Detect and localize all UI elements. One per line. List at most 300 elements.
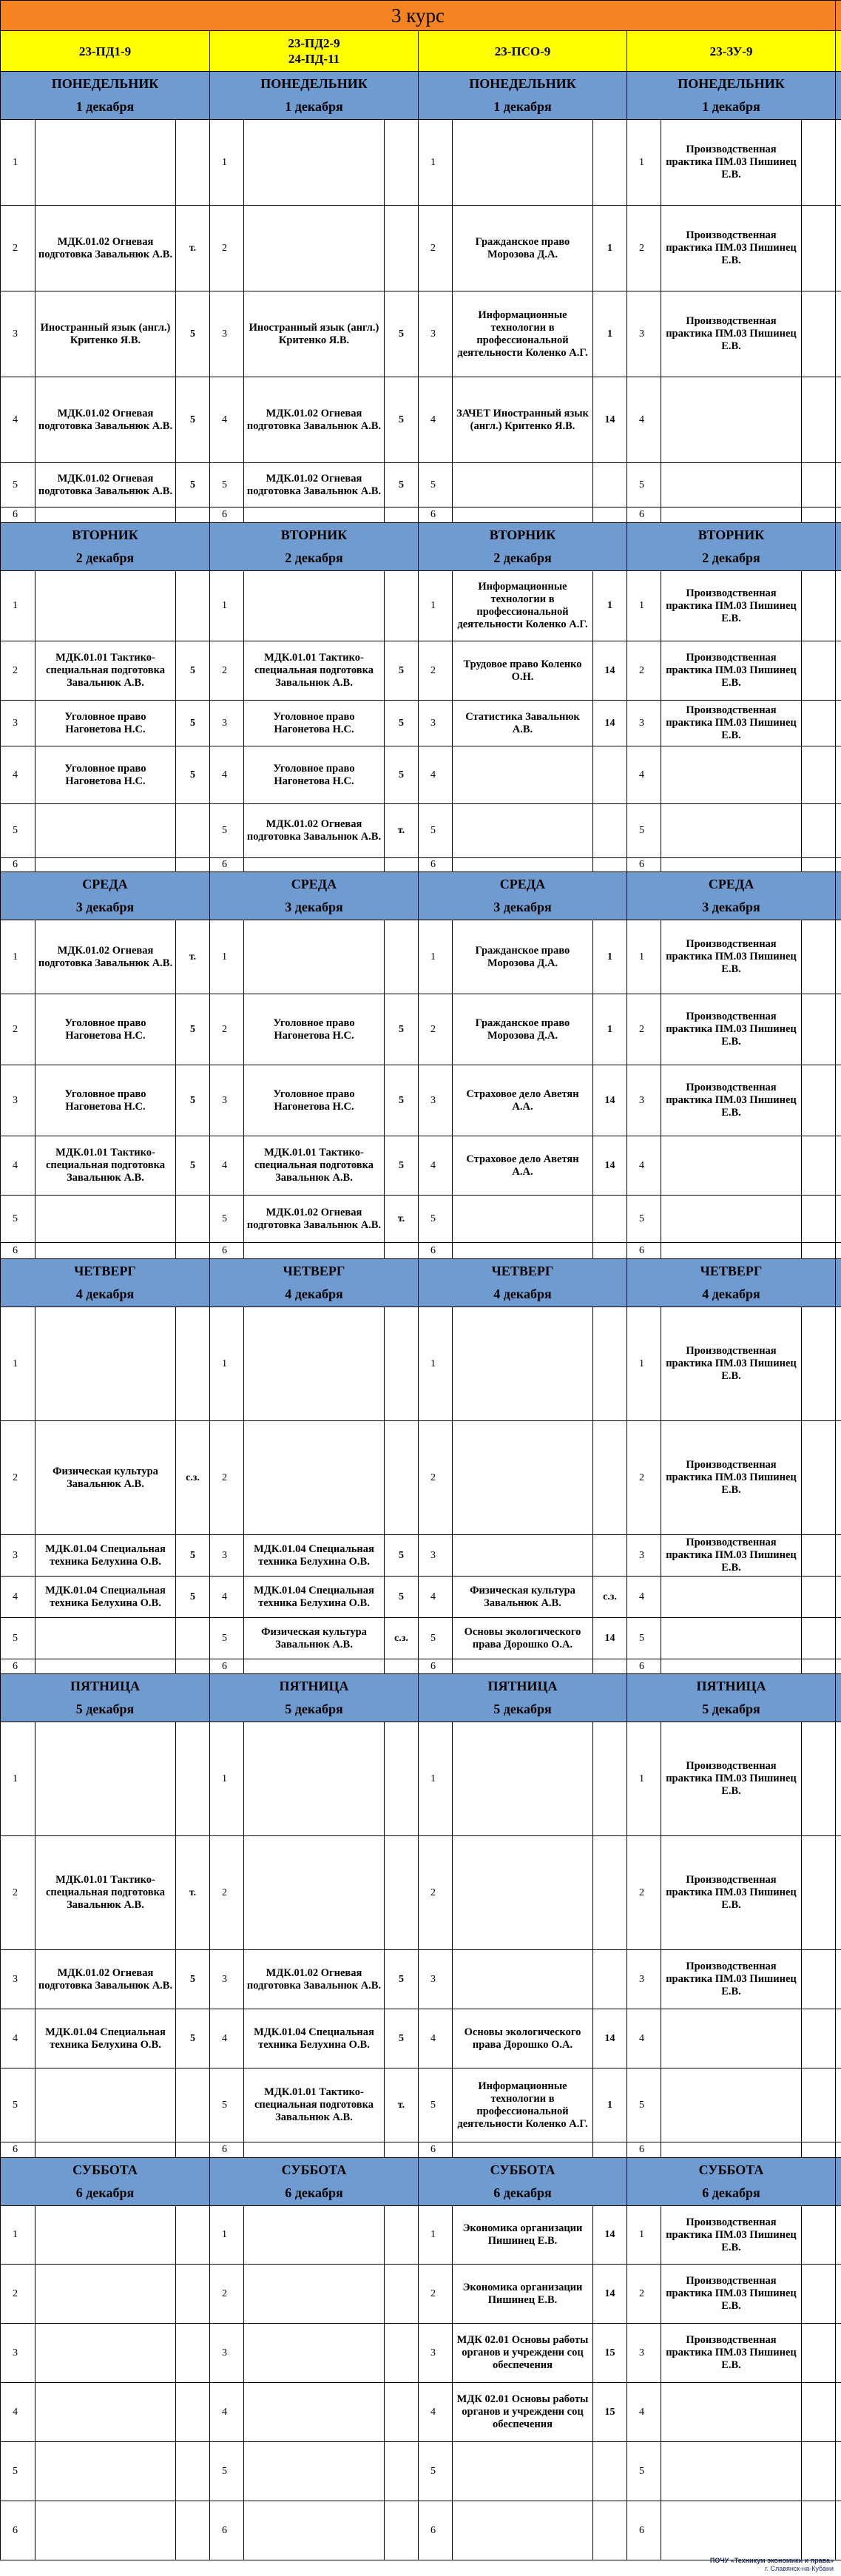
lesson-subject	[36, 858, 176, 872]
lesson-number: 4	[210, 2383, 244, 2442]
lesson-subject: МДК.01.01 Тактико-специальная подготовка Завальнюк А.В.	[244, 2068, 385, 2142]
lesson-number: 1	[627, 920, 661, 994]
row-pad	[836, 2501, 841, 2560]
day-date: 3 декабря	[285, 900, 343, 914]
lesson-number: 3	[1, 1950, 36, 2009]
lesson-number: 5	[210, 463, 244, 508]
lesson-room: 1	[593, 2068, 627, 2142]
lesson-room	[385, 2383, 419, 2442]
lesson-subject	[661, 2009, 802, 2068]
lesson-number: 3	[210, 1065, 244, 1136]
lesson-subject	[453, 804, 593, 858]
lesson-row	[1, 1307, 841, 1421]
lesson-room	[176, 1722, 210, 1836]
row-pad	[836, 2068, 841, 2142]
lesson-room	[385, 920, 419, 994]
lesson-number: 4	[210, 1577, 244, 1618]
lesson-row	[1, 2206, 841, 2265]
lesson-number: 3	[210, 2324, 244, 2383]
lesson-number: 4	[419, 1136, 453, 1196]
lesson-subject	[661, 2501, 802, 2560]
lesson-room	[176, 2206, 210, 2265]
lesson-subject: МДК.01.01 Тактико-специальная подготовка Завальнюк А.В.	[36, 1136, 176, 1196]
lesson-subject: Производственная практика ПМ.03 Пишинец Е.В.	[661, 2324, 802, 2383]
lesson-subject: МДК 02.01 Основы работы органов и учреждени соц обеспечения	[453, 2324, 593, 2383]
lesson-number: 2	[210, 994, 244, 1065]
day-date: 6 декабря	[285, 2185, 343, 2200]
lesson-subject	[453, 746, 593, 804]
lesson-subject: Производственная практика ПМ.03 Пишинец Е.В.	[661, 1307, 802, 1421]
lesson-room	[385, 508, 419, 523]
lesson-number: 4	[1, 2383, 36, 2442]
day-name: ПЯТНИЦА	[70, 1679, 140, 1693]
lesson-room: 14	[593, 1065, 627, 1136]
lesson-room: 5	[385, 994, 419, 1065]
lesson-row	[1, 2501, 841, 2560]
lesson-room	[176, 1196, 210, 1243]
row-pad	[836, 1243, 841, 1259]
lesson-subject	[661, 1659, 802, 1674]
lesson-row	[1, 1196, 841, 1243]
day-name: СРЕДА	[499, 877, 546, 891]
day-header	[210, 872, 419, 920]
lesson-number: 2	[1, 641, 36, 701]
lesson-subject: Производственная практика ПМ.03 Пишинец Е.В.	[661, 571, 802, 641]
lesson-number: 2	[627, 2265, 661, 2324]
lesson-room	[385, 206, 419, 291]
lesson-room	[385, 1243, 419, 1259]
lesson-subject: Уголовное право Нагонетова Н.С.	[244, 701, 385, 746]
lesson-room	[593, 2142, 627, 2158]
lesson-subject: Гражданское право Морозова Д.А.	[453, 920, 593, 994]
lesson-number: 5	[419, 1618, 453, 1659]
row-pad	[836, 508, 841, 523]
lesson-row	[1, 120, 841, 206]
lesson-subject	[453, 1950, 593, 2009]
lesson-subject	[453, 1307, 593, 1421]
row-pad	[836, 463, 841, 508]
row-pad	[836, 206, 841, 291]
lesson-room	[176, 508, 210, 523]
lesson-subject	[661, 2068, 802, 2142]
lesson-number: 3	[1, 2324, 36, 2383]
lesson-room	[802, 2442, 836, 2501]
row-pad	[836, 1950, 841, 2009]
day-header-pad	[836, 872, 841, 920]
lesson-room	[176, 2442, 210, 2501]
lesson-room	[385, 1421, 419, 1535]
row-pad	[836, 1659, 841, 1674]
lesson-row	[1, 2265, 841, 2324]
row-pad	[836, 1065, 841, 1136]
lesson-number: 5	[419, 2068, 453, 2142]
row-pad	[836, 804, 841, 858]
lesson-subject	[244, 2206, 385, 2265]
lesson-room	[593, 858, 627, 872]
lesson-number: 3	[627, 1950, 661, 2009]
lesson-room	[802, 1136, 836, 1196]
lesson-room: 1	[593, 206, 627, 291]
lesson-subject: Страховое дело Аветян А.А.	[453, 1065, 593, 1136]
lesson-subject	[244, 206, 385, 291]
lesson-number: 4	[419, 746, 453, 804]
lesson-subject: Производственная практика ПМ.03 Пишинец Е.В.	[661, 1722, 802, 1836]
lesson-room: 5	[385, 1065, 419, 1136]
lesson-room: 5	[176, 1950, 210, 2009]
lesson-room: с.з.	[176, 1421, 210, 1535]
lesson-number: 2	[419, 2265, 453, 2324]
group-header: 23-ЗУ-9	[627, 31, 836, 72]
lesson-number: 2	[419, 1421, 453, 1535]
lesson-room	[593, 746, 627, 804]
lesson-subject	[36, 1659, 176, 1674]
lesson-row	[1, 206, 841, 291]
lesson-subject: Физическая культура Завальнюк А.В.	[36, 1421, 176, 1535]
day-name: ПОНЕДЕЛЬНИК	[678, 76, 785, 91]
lesson-room	[593, 1307, 627, 1421]
lesson-subject	[661, 508, 802, 523]
lesson-room: 14	[593, 2009, 627, 2068]
lesson-room	[593, 1196, 627, 1243]
lesson-number: 2	[627, 994, 661, 1065]
lesson-room: 14	[593, 1136, 627, 1196]
day-date: 2 декабря	[75, 550, 135, 565]
lesson-row	[1, 641, 841, 701]
lesson-room: 5	[385, 377, 419, 463]
lesson-subject	[453, 508, 593, 523]
day-date: 1 декабря	[702, 99, 760, 114]
lesson-subject	[453, 1659, 593, 1674]
day-name: ЧЕТВЕРГ	[491, 1264, 554, 1278]
lesson-subject	[453, 858, 593, 872]
lesson-room	[802, 508, 836, 523]
lesson-subject	[36, 1243, 176, 1259]
lesson-room: т.	[176, 920, 210, 994]
lesson-number: 5	[627, 463, 661, 508]
lesson-subject	[36, 120, 176, 206]
lesson-number: 2	[1, 994, 36, 1065]
day-header-pad	[836, 1259, 841, 1307]
lesson-number: 5	[627, 2068, 661, 2142]
lesson-subject	[244, 2383, 385, 2442]
row-pad	[836, 2142, 841, 2158]
lesson-number: 3	[210, 701, 244, 746]
lesson-number: 5	[419, 1196, 453, 1243]
lesson-subject: Производственная практика ПМ.03 Пишинец Е.В.	[661, 1836, 802, 1950]
lesson-subject: Иностранный язык (англ.) Критенко Я.В.	[244, 291, 385, 377]
day-header	[419, 1259, 627, 1307]
lesson-row	[1, 1421, 841, 1535]
lesson-room: 14	[593, 701, 627, 746]
lesson-subject: МДК.01.02 Огневая подготовка Завальнюк А.В.	[244, 1196, 385, 1243]
lesson-subject: МДК.01.02 Огневая подготовка Завальнюк А.В.	[36, 1950, 176, 2009]
day-date: 3 декабря	[493, 900, 552, 914]
lesson-room	[802, 1618, 836, 1659]
lesson-subject	[244, 858, 385, 872]
lesson-room	[802, 804, 836, 858]
lesson-row	[1, 746, 841, 804]
lesson-subject	[244, 1307, 385, 1421]
lesson-subject	[36, 2324, 176, 2383]
lesson-number: 6	[1, 1659, 36, 1674]
lesson-subject	[661, 858, 802, 872]
lesson-room	[385, 2324, 419, 2383]
lesson-subject: Производственная практика ПМ.03 Пишинец Е.В.	[661, 206, 802, 291]
lesson-subject	[453, 1196, 593, 1243]
lesson-number: 5	[1, 1618, 36, 1659]
lesson-number: 3	[627, 2324, 661, 2383]
lesson-room: 5	[176, 463, 210, 508]
lesson-number: 6	[210, 1659, 244, 1674]
day-header	[210, 72, 419, 120]
lesson-subject: Экономика организации Пишинец Е.В.	[453, 2265, 593, 2324]
lesson-number: 1	[419, 1722, 453, 1836]
day-date: 5 декабря	[702, 1702, 760, 1716]
lesson-subject: Производственная практика ПМ.03 Пишинец Е.В.	[661, 1535, 802, 1577]
lesson-subject	[36, 1618, 176, 1659]
lesson-subject	[453, 463, 593, 508]
day-name: ПОНЕДЕЛЬНИК	[51, 76, 159, 91]
day-name: ПОНЕДЕЛЬНИК	[469, 76, 576, 91]
course-title: 3 курс	[1, 1, 836, 31]
lesson-subject	[36, 2068, 176, 2142]
lesson-row	[1, 2068, 841, 2142]
row-pad	[836, 2265, 841, 2324]
lesson-room	[802, 1722, 836, 1836]
lesson-room: 5	[385, 746, 419, 804]
lesson-room	[802, 1243, 836, 1259]
lesson-subject	[244, 2324, 385, 2383]
lesson-number: 2	[210, 206, 244, 291]
lesson-subject	[36, 1722, 176, 1836]
row-pad	[836, 1618, 841, 1659]
lesson-number: 5	[627, 2442, 661, 2501]
day-name: СРЕДА	[708, 877, 754, 891]
lesson-subject	[244, 1421, 385, 1535]
day-date: 1 декабря	[285, 99, 343, 114]
lesson-row	[1, 1950, 841, 2009]
lesson-subject	[453, 1421, 593, 1535]
day-header	[627, 1674, 836, 1722]
lesson-row	[1, 1065, 841, 1136]
lesson-room: с.з.	[385, 1618, 419, 1659]
lesson-room	[802, 994, 836, 1065]
lesson-room	[802, 571, 836, 641]
lesson-number: 2	[419, 1836, 453, 1950]
lesson-number: 6	[627, 1243, 661, 1259]
day-date: 3 декабря	[75, 900, 135, 914]
lesson-number: 3	[419, 1950, 453, 2009]
lesson-number: 2	[210, 1421, 244, 1535]
lesson-row	[1, 2383, 841, 2442]
lesson-row	[1, 2442, 841, 2501]
lesson-subject	[36, 2265, 176, 2324]
lesson-number: 5	[210, 2442, 244, 2501]
lesson-room	[176, 2265, 210, 2324]
day-date: 1 декабря	[493, 99, 552, 114]
lesson-subject: ЗАЧЕТ Иностранный язык (англ.) Критенко Я.В.	[453, 377, 593, 463]
day-date: 1 декабря	[75, 99, 135, 114]
lesson-subject	[244, 920, 385, 994]
day-header-pad	[836, 523, 841, 571]
lesson-subject: Статистика Завальнюк А.В.	[453, 701, 593, 746]
lesson-room	[802, 701, 836, 746]
lesson-number: 4	[627, 746, 661, 804]
lesson-subject	[36, 2442, 176, 2501]
lesson-number: 1	[210, 1307, 244, 1421]
lesson-room	[176, 2142, 210, 2158]
lesson-room	[802, 1659, 836, 1674]
lesson-room: т.	[176, 1836, 210, 1950]
lesson-number: 1	[627, 120, 661, 206]
lesson-subject	[244, 2501, 385, 2560]
lesson-subject	[244, 2142, 385, 2158]
lesson-number: 3	[627, 1065, 661, 1136]
day-header	[1, 872, 210, 920]
lesson-room	[802, 1307, 836, 1421]
lesson-subject: Уголовное право Нагонетова Н.С.	[244, 746, 385, 804]
lesson-row	[1, 508, 841, 523]
day-name: ПОНЕДЕЛЬНИК	[260, 76, 368, 91]
lesson-room	[176, 571, 210, 641]
lesson-subject: МДК.01.02 Огневая подготовка Завальнюк А.В.	[36, 920, 176, 994]
lesson-room	[802, 120, 836, 206]
day-name: ЧЕТВЕРГ	[74, 1264, 136, 1278]
lesson-room	[176, 2324, 210, 2383]
lesson-subject: Уголовное право Нагонетова Н.С.	[244, 994, 385, 1065]
lesson-subject: Производственная практика ПМ.03 Пишинец Е.В.	[661, 1950, 802, 2009]
lesson-subject	[453, 1836, 593, 1950]
lesson-subject: МДК.01.04 Специальная техника Белухина О.В.	[244, 1577, 385, 1618]
day-name: СУББОТА	[281, 2162, 347, 2177]
lesson-number: 6	[210, 2142, 244, 2158]
lesson-number: 5	[419, 463, 453, 508]
lesson-number: 4	[419, 1577, 453, 1618]
lesson-room	[593, 120, 627, 206]
lesson-room: т.	[385, 804, 419, 858]
lesson-subject	[36, 2501, 176, 2560]
lesson-subject	[244, 2265, 385, 2324]
row-pad	[836, 746, 841, 804]
lesson-subject: МДК.01.01 Тактико-специальная подготовка Завальнюк А.В.	[244, 1136, 385, 1196]
lesson-number: 4	[419, 377, 453, 463]
lesson-room	[802, 2265, 836, 2324]
day-header	[210, 1259, 419, 1307]
lesson-number: 2	[210, 641, 244, 701]
lesson-subject: Производственная практика ПМ.03 Пишинец Е.В.	[661, 701, 802, 746]
lesson-room	[385, 571, 419, 641]
lesson-room: 14	[593, 1618, 627, 1659]
lesson-number: 4	[627, 1577, 661, 1618]
day-header	[210, 523, 419, 571]
lesson-subject	[36, 508, 176, 523]
lesson-room	[802, 377, 836, 463]
lesson-subject: МДК.01.02 Огневая подготовка Завальнюк А.В.	[244, 804, 385, 858]
lesson-room: 5	[385, 1136, 419, 1196]
row-pad	[836, 120, 841, 206]
lesson-subject	[453, 1722, 593, 1836]
lesson-subject: МДК.01.02 Огневая подготовка Завальнюк А.В.	[36, 206, 176, 291]
lesson-subject: Гражданское право Морозова Д.А.	[453, 206, 593, 291]
lesson-number: 2	[627, 641, 661, 701]
course-title-pad	[836, 1, 841, 31]
lesson-subject	[661, 2383, 802, 2442]
lesson-subject	[244, 508, 385, 523]
lesson-number: 1	[419, 920, 453, 994]
lesson-number: 3	[419, 2324, 453, 2383]
lesson-row	[1, 1659, 841, 1674]
day-header-pad	[836, 1674, 841, 1722]
day-header	[1, 1259, 210, 1307]
lesson-number: 6	[419, 1659, 453, 1674]
lesson-room	[176, 1659, 210, 1674]
lesson-room: 5	[176, 1535, 210, 1577]
lesson-subject	[661, 2442, 802, 2501]
row-pad	[836, 920, 841, 994]
lesson-row	[1, 377, 841, 463]
day-header	[1, 523, 210, 571]
lesson-room	[176, 2068, 210, 2142]
day-header	[419, 1674, 627, 1722]
lesson-room: 5	[385, 2009, 419, 2068]
lesson-number: 5	[1, 804, 36, 858]
lesson-room: 15	[593, 2324, 627, 2383]
lesson-room	[385, 2265, 419, 2324]
lesson-subject: МДК.01.04 Специальная техника Белухина О.В.	[36, 1535, 176, 1577]
lesson-number: 2	[419, 994, 453, 1065]
lesson-number: 1	[419, 571, 453, 641]
lesson-number: 1	[627, 1722, 661, 1836]
lesson-room	[385, 1307, 419, 1421]
lesson-room	[176, 804, 210, 858]
day-date: 6 декабря	[75, 2185, 135, 2200]
lesson-room	[176, 2501, 210, 2560]
lesson-subject: Уголовное право Нагонетова Н.С.	[36, 701, 176, 746]
lesson-row	[1, 1618, 841, 1659]
lesson-room	[593, 804, 627, 858]
lesson-subject	[661, 1243, 802, 1259]
lesson-number: 2	[210, 1836, 244, 1950]
lesson-subject	[36, 1196, 176, 1243]
day-date: 5 декабря	[285, 1702, 343, 1716]
lesson-room	[593, 1421, 627, 1535]
lesson-number: 5	[627, 1618, 661, 1659]
day-name: ПЯТНИЦА	[696, 1679, 766, 1693]
lesson-number: 3	[419, 1065, 453, 1136]
lesson-subject	[661, 1577, 802, 1618]
lesson-number: 2	[419, 641, 453, 701]
lesson-number: 2	[419, 206, 453, 291]
lesson-subject: Информационные технологии в профессиональной деятельности Коленко А.Г.	[453, 2068, 593, 2142]
lesson-room	[802, 920, 836, 994]
day-header	[419, 72, 627, 120]
row-pad	[836, 1535, 841, 1577]
lesson-room	[593, 463, 627, 508]
lesson-room	[802, 2324, 836, 2383]
day-name: СРЕДА	[82, 877, 128, 891]
day-name: ЧЕТВЕРГ	[700, 1264, 763, 1278]
lesson-number: 3	[210, 1535, 244, 1577]
lesson-number: 6	[419, 2142, 453, 2158]
lesson-subject: МДК.01.04 Специальная техника Белухина О.В.	[244, 2009, 385, 2068]
day-date: 4 декабря	[493, 1287, 552, 1301]
lesson-number: 6	[627, 2501, 661, 2560]
lesson-subject: МДК 02.01 Основы работы органов и учреждени соц обеспечения	[453, 2383, 593, 2442]
lesson-room	[176, 1243, 210, 1259]
day-header-pad	[836, 2158, 841, 2206]
lesson-row	[1, 994, 841, 1065]
lesson-room: 5	[176, 1065, 210, 1136]
